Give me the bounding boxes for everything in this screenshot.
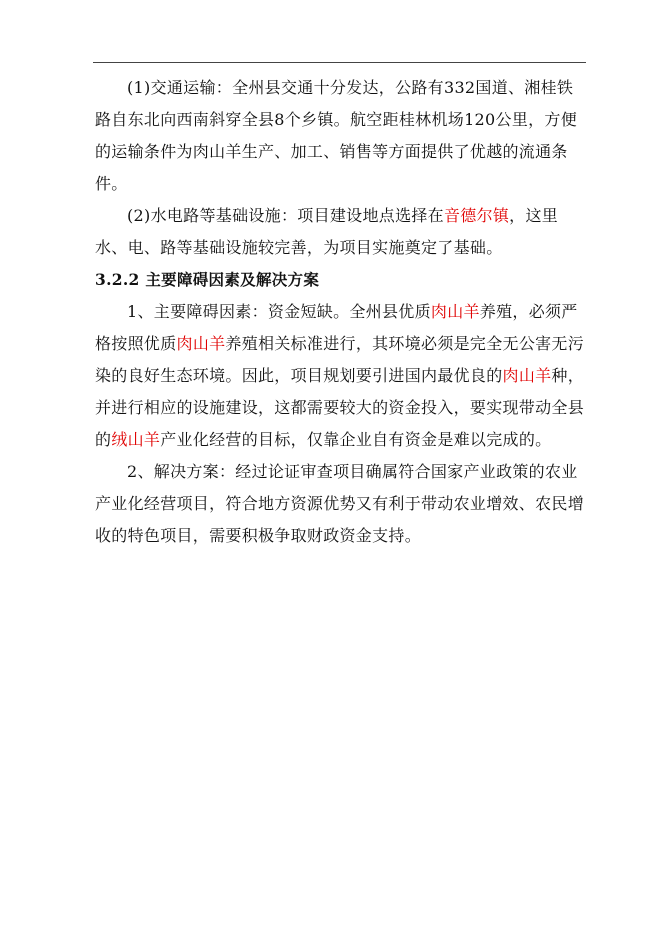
paragraph-text: ，这里水、电、路等基础设施较完善，为项目实施奠定了基础。 (95, 206, 559, 257)
highlighted-term: 肉山羊 (502, 366, 552, 385)
paragraph-text: 2、解决方案：经过论证审查项目确属符合国家产业政策的农业产业化经营项目，符合地方资源优势又有利于带动农业增效、农民增收的特色项目，需要积极争取财政资金支持。 (95, 462, 585, 545)
document-body (95, 72, 585, 552)
paragraph-obstacles (95, 296, 585, 456)
highlighted-term: 肉山羊 (176, 334, 226, 353)
header-rule (93, 62, 586, 63)
highlighted-term: 肉山羊 (430, 302, 480, 321)
section-heading: 3.2.2 主要障碍因素及解决方案 (95, 270, 320, 289)
paragraph-infrastructure (95, 200, 585, 264)
paragraph-text: (1)交通运输：全州县交通十分发达，公路有332国道、湘桂铁路自东北向西南斜穿全县8个乡镇。航空距桂林机场120公里，方便的运输条件为肉山羊生产、加工、销售等方面提供了优越的流通条件。 (95, 78, 578, 193)
highlighted-term: 绒山羊 (111, 430, 161, 449)
paragraph-solution (95, 456, 585, 552)
paragraph-text: 1、主要障碍因素：资金短缺。全州县优质 (127, 302, 431, 321)
paragraph-text: (2)水电路等基础设施：项目建设地点选择在 (127, 206, 444, 225)
paragraph-text: 养殖，必须严格按照优质 (95, 302, 578, 353)
paragraph-text: 产业化经营的目标，仅靠企业自有资金是难以完成的。 (160, 430, 552, 449)
paragraph-text: 种，并进行相应的设施建设，这都需要较大的资金投入，要实现带动全县的 (95, 366, 585, 449)
paragraph-text: 养殖相关标准进行，其环境必须是完全无公害无污染的良好生态环境。因此，项目规划要引进国内最优良的 (95, 334, 585, 385)
highlighted-term: 音德尔镇 (443, 206, 510, 225)
paragraph-transport (95, 72, 585, 200)
